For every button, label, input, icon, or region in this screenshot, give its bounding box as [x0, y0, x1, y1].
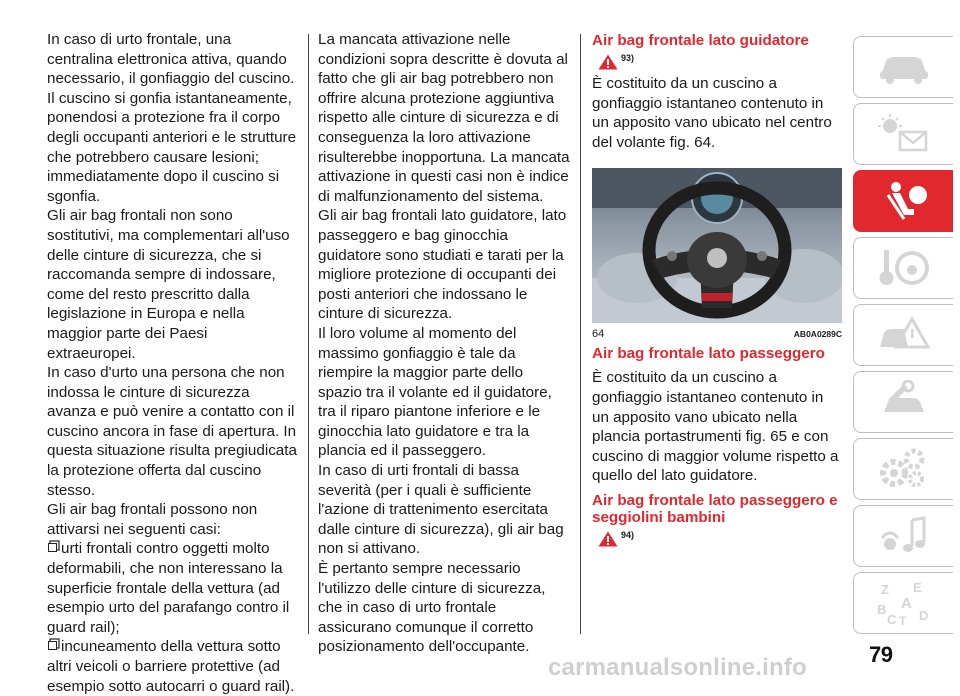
- index-letter: C: [886, 612, 896, 627]
- index-tab-emergency[interactable]: [853, 304, 953, 366]
- figure-caption: [592, 325, 842, 339]
- paragraph: È costituito da un cuscino a gonfiaggio istantaneo contenuto in un apposito vano ubicato nella plancia portastrumenti fig. 65 e con cuscino di maggior volume rispetto a quello del lato guidatore.: [592, 369, 839, 485]
- index-tab-alphabetical-index[interactable]: [853, 572, 953, 634]
- warning-triangle-icon: [598, 531, 618, 547]
- figure-64: [592, 168, 842, 339]
- multimedia-icon: [874, 514, 934, 558]
- index-tab-dashboard[interactable]: [853, 103, 953, 165]
- paragraph: Gli air bag frontali lato guidatore, lato passeggero e bag ginocchia guidatore sono studiati e tarati per la migliore protezione di occupanti dei posti anteriori che indossano le cinture di sicurezza.: [318, 207, 567, 323]
- checkbox-bullet-icon: [48, 641, 57, 650]
- paragraph: Il loro volume al momento del massimo gonfiaggio è tale da riempire la maggior parte dello spazio tra il volante ed il guidatore, tra il riparo piantone inferiore e le ginocchia lato guidatore e tra la plancia ed il passeggero.: [318, 324, 552, 460]
- index-tab-starting-driving[interactable]: [853, 237, 953, 299]
- figure-code: AB0A0289C: [793, 329, 842, 340]
- warning-lights-icon: [874, 112, 934, 156]
- index-tab-vehicle[interactable]: [853, 36, 953, 98]
- paragraph: Il cuscino si gonfia istantaneamente, ponendosi a protezione fra il corpo degli occupanti anteriori e le strutture che potrebbero causare lesioni; immediatamente dopo il cuscino si sgonfia.: [47, 89, 297, 205]
- index-letter: T: [898, 614, 906, 628]
- wrench-car-icon: [874, 380, 934, 424]
- paragraph: È pertanto sempre necessario l'utilizzo delle cinture di sicurezza, che in caso di urto frontale assicurano comunque il corretto posizionamento dell'occupante.: [318, 560, 546, 656]
- column-divider: [580, 34, 581, 634]
- car-icon: [874, 47, 934, 87]
- watermark: carmanualsonline.info: [548, 654, 807, 681]
- gears-icon: [874, 447, 934, 491]
- paragraph: È costituito da un cuscino a gonfiaggio istantaneo contenuto in un apposito vano ubicato nel centro del volante fig. 64.: [592, 75, 832, 151]
- alphabet-index-icon: [869, 578, 939, 628]
- paragraph: In caso di urti frontali di bassa severità (per i quali è sufficiente l'azione di trattenimento esercitata dalle cinture di sicurezza), gli air bag non si attivano.: [318, 462, 564, 558]
- section-heading: Air bag frontale lato guidatore: [592, 32, 809, 49]
- index-tab-technical-data[interactable]: [853, 438, 953, 500]
- paragraph: Gli air bag frontali non sono sostitutivi, ma complementari all'uso delle cinture di sicurezza, che si raccomanda sempre di indossare, come del resto prescritto dalla legislazione in Europa e nella maggior parte dei Paesi extraeuropei.: [47, 207, 290, 362]
- index-letter: D: [918, 608, 928, 623]
- paragraph: La mancata attivazione nelle condizioni sopra descritte è dovuta al fatto che gli air bag potrebbero non offrire alcuna protezione aggiuntiva rispetto alle cinture di sicurezza e di conseguenza la loro attivazione risulterebbe inopportuna. La mancata attivazione in questi casi non è indice di malfunzionamento del sistema.: [318, 31, 570, 205]
- steering-wheel-photo: [592, 168, 842, 323]
- index-letter: E: [912, 580, 922, 595]
- bullet-item: urti frontali contro oggetti molto deformabili, che non interessano la superficie frontale della vettura (ad esempio urto del parafango contro il guard rail);: [47, 540, 290, 636]
- bullet-item: incuneamento della vettura sotto altri veicoli o barriere protettive (ad esempio sotto autocarri o guard rail).: [47, 638, 295, 695]
- warning-reference: 94): [598, 529, 842, 547]
- index-tab-safety[interactable]: [853, 170, 953, 232]
- column-1: [47, 30, 299, 696]
- column-divider: [308, 34, 309, 634]
- checkbox-bullet-icon: [48, 543, 57, 552]
- paragraph: In caso di urto frontale, una centralina elettronica attiva, quando necessario, il gonfiaggio del cuscino.: [47, 31, 295, 88]
- car-breakdown-icon: [874, 313, 934, 357]
- index-tab-multimedia[interactable]: [853, 505, 953, 567]
- warning-reference: 93): [598, 52, 842, 70]
- index-tab-maintenance[interactable]: [853, 371, 953, 433]
- paragraph: Gli air bag frontali possono non attivarsi nei seguenti casi:: [47, 501, 258, 538]
- steering-wheel-illustration: [592, 168, 842, 323]
- index-letter: A: [900, 595, 912, 612]
- figure-number: 64: [592, 328, 605, 341]
- section-heading: Air bag frontale lato passeggero: [592, 345, 825, 363]
- airbag-seat-icon: [874, 179, 934, 223]
- key-steering-wheel-icon: [874, 246, 934, 290]
- paragraph: In caso d'urto una persona che non indossa le cinture di sicurezza avanza e può venire a contatto con il cuscino ancora in fase di apertura. In questa situazione risulta pregiudicata la protezione offerta dal cuscino stesso.: [47, 364, 297, 499]
- section-heading: Air bag frontale lato passeggero e seggiolini bambini: [592, 491, 838, 526]
- column-3: [592, 32, 842, 551]
- warning-triangle-icon: [598, 54, 618, 70]
- page-number: 79: [869, 642, 893, 667]
- column-2: [318, 30, 570, 657]
- index-letter: Z: [880, 582, 889, 597]
- index-letter: B: [876, 602, 886, 617]
